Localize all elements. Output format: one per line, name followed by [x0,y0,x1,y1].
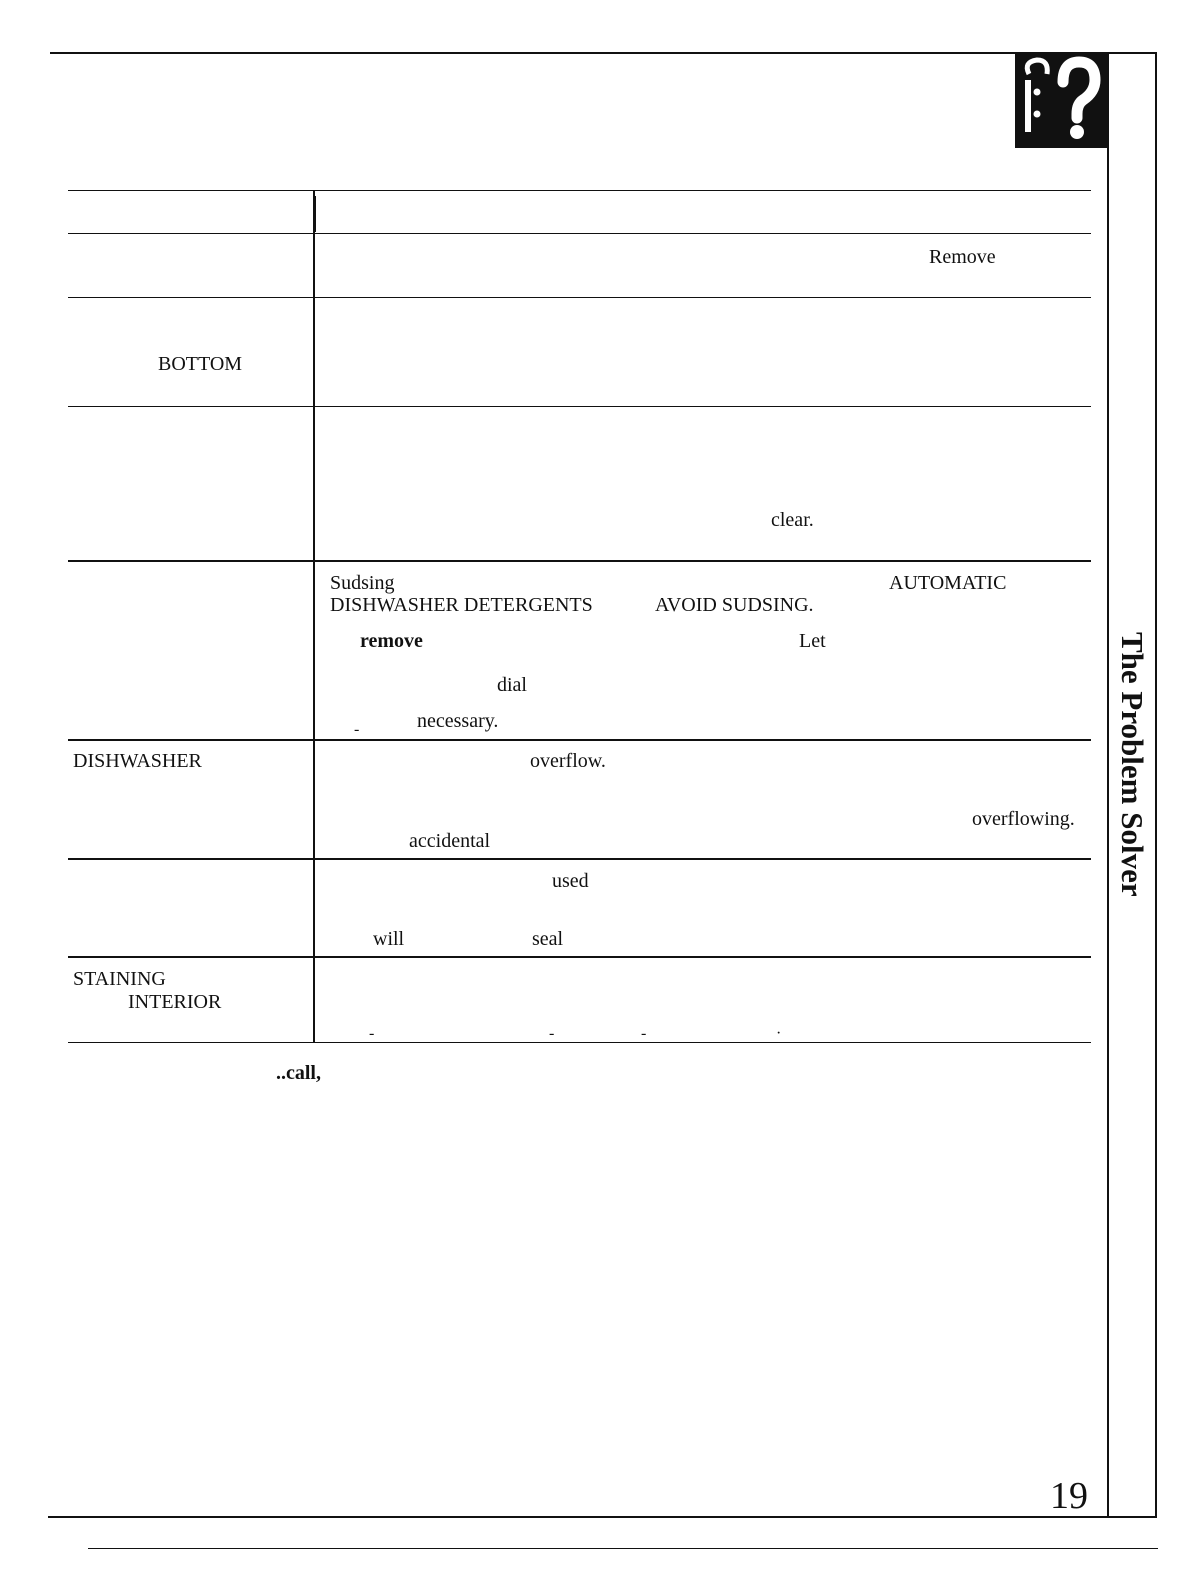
row6-line2-a: will [373,928,405,950]
question-face-icon [1015,52,1109,148]
row7-problem-line2: INTERIOR [128,991,222,1013]
side-frame-right [1155,52,1157,1518]
row4-line4: dial [497,674,527,696]
side-tab-title-text: The Problem Solver [1115,632,1150,897]
row7-dash-1: - [369,1025,375,1042]
row7-dash-2: - [549,1025,555,1042]
top-rule [50,52,1156,54]
column-divider-header-mark [313,196,316,232]
row4-line5: necessary. [417,710,499,732]
row5-problem-text: DISHWASHER [73,750,202,772]
row6-line1: used [552,870,589,892]
row5-line3: accidental [409,830,491,852]
row-divider-6 [68,956,1091,958]
column-divider [313,190,315,1043]
row-divider-5 [68,858,1091,860]
row7-problem-line1: STAINING [73,968,166,990]
footer-rule [88,1548,1158,1549]
row6-line2-b: seal [532,928,564,950]
page-number: 19 [1050,1475,1088,1517]
row4-line2-a: DISHWASHER DETERGENTS [330,594,593,616]
row4-line1-a: Sudsing [330,572,395,594]
call-text: ..call, [276,1062,321,1084]
row-divider-3 [68,560,1091,562]
row-divider-1 [68,297,1091,298]
row7-dash-4: · [776,1025,782,1042]
row-divider-2 [68,406,1091,407]
table-header-bottom-rule [68,233,1091,234]
row2-problem-text: BOTTOM [158,353,243,375]
row5-line1: overflow. [530,750,606,772]
row4-line3-b: Let [799,630,826,652]
row3-solution-text: clear. [771,509,814,531]
table-header-top-rule [68,190,1091,191]
side-tab-title [1112,632,1152,952]
row1-solution-text: Remove [929,246,996,268]
row7-dash-3: - [641,1025,647,1042]
table-bottom-rule [68,1042,1091,1043]
bottom-rule [48,1516,1156,1518]
row-divider-4 [68,739,1091,741]
row4-line2-b: AVOID SUDSING. [655,594,814,616]
row4-line3-a: remove [360,630,423,652]
row5-line2: overflowing. [972,808,1075,830]
side-frame-left [1107,52,1109,1518]
row4-line1-b: AUTOMATIC [889,572,1007,594]
row4-dash: - [354,721,360,738]
